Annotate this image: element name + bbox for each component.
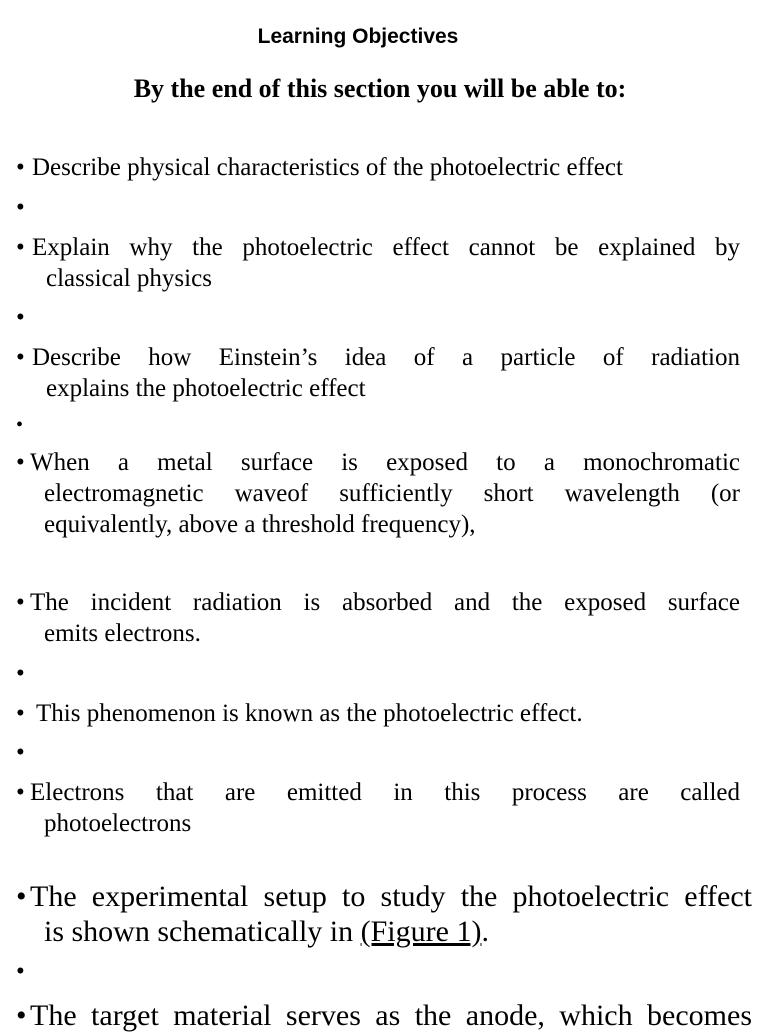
list-item bbox=[16, 879, 752, 949]
list-item-text: electromagnetic waveof sufficiently short wavelength (or bbox=[44, 480, 740, 507]
list-item-text: photoelectrons bbox=[44, 810, 192, 837]
section-heading: Learning Objectives bbox=[257, 25, 459, 48]
list-item-text-segment: . bbox=[481, 915, 489, 948]
list-item-text-segment: is shown schematically in bbox=[44, 915, 361, 948]
list-item-text: equivalently, above a threshold frequency), bbox=[44, 511, 476, 538]
list-item bbox=[16, 698, 740, 729]
bullet-icon: • bbox=[16, 449, 25, 476]
bullet-icon: • bbox=[16, 880, 27, 913]
bullet-icon: • bbox=[16, 194, 25, 221]
bullet-icon: • bbox=[16, 414, 24, 436]
list-item-text: explains the photoelectric effect bbox=[46, 375, 366, 402]
bullet-icon: • bbox=[16, 344, 25, 371]
list-item bbox=[16, 232, 740, 294]
list-item-text bbox=[30, 914, 752, 949]
list-item-text: Explain why the photoelectric effect cannot be explained by bbox=[32, 234, 740, 261]
bullet-icon: • bbox=[16, 958, 25, 985]
list-item-text: This phenomenon is known as the photoelectric effect. bbox=[36, 700, 583, 727]
list-item bbox=[16, 587, 740, 649]
list-item-text: When a metal surface is exposed to a monochromatic bbox=[30, 449, 740, 476]
list-item bbox=[16, 777, 740, 839]
bullet-icon: • bbox=[16, 660, 25, 687]
list-item bbox=[16, 152, 740, 183]
list-item-text: The incident radiation is absorbed and the exposed surface bbox=[30, 589, 740, 616]
list-item-text: emits electrons. bbox=[44, 620, 201, 647]
bullet-icon: • bbox=[16, 154, 25, 181]
list-item-text: Describe how Einstein’s idea of a particle of radiation bbox=[32, 344, 740, 371]
bullet-icon: • bbox=[16, 304, 25, 331]
bullet-icon: • bbox=[16, 234, 25, 261]
bullet-icon: • bbox=[16, 739, 25, 766]
bullet-icon: • bbox=[16, 999, 27, 1032]
bullet-icon: • bbox=[16, 700, 25, 727]
list-item-text: The experimental setup to study the photoelectric effect bbox=[30, 880, 752, 913]
list-item-text: Electrons that are emitted in this process are called bbox=[30, 779, 740, 806]
list-item bbox=[16, 447, 740, 540]
section-subheading: By the end of this section you will be able to: bbox=[133, 74, 627, 103]
list-item-text: Describe physical characteristics of the photoelectric effect bbox=[32, 154, 623, 181]
list-item bbox=[16, 998, 752, 1033]
bullet-icon: • bbox=[16, 779, 25, 806]
list-item bbox=[16, 342, 740, 404]
figure-1-link[interactable]: (Figure 1) bbox=[360, 915, 482, 948]
bullet-icon: • bbox=[16, 589, 25, 616]
list-item-text: The target material serves as the anode, which becomes bbox=[30, 999, 752, 1032]
list-item-text: classical physics bbox=[46, 265, 212, 292]
